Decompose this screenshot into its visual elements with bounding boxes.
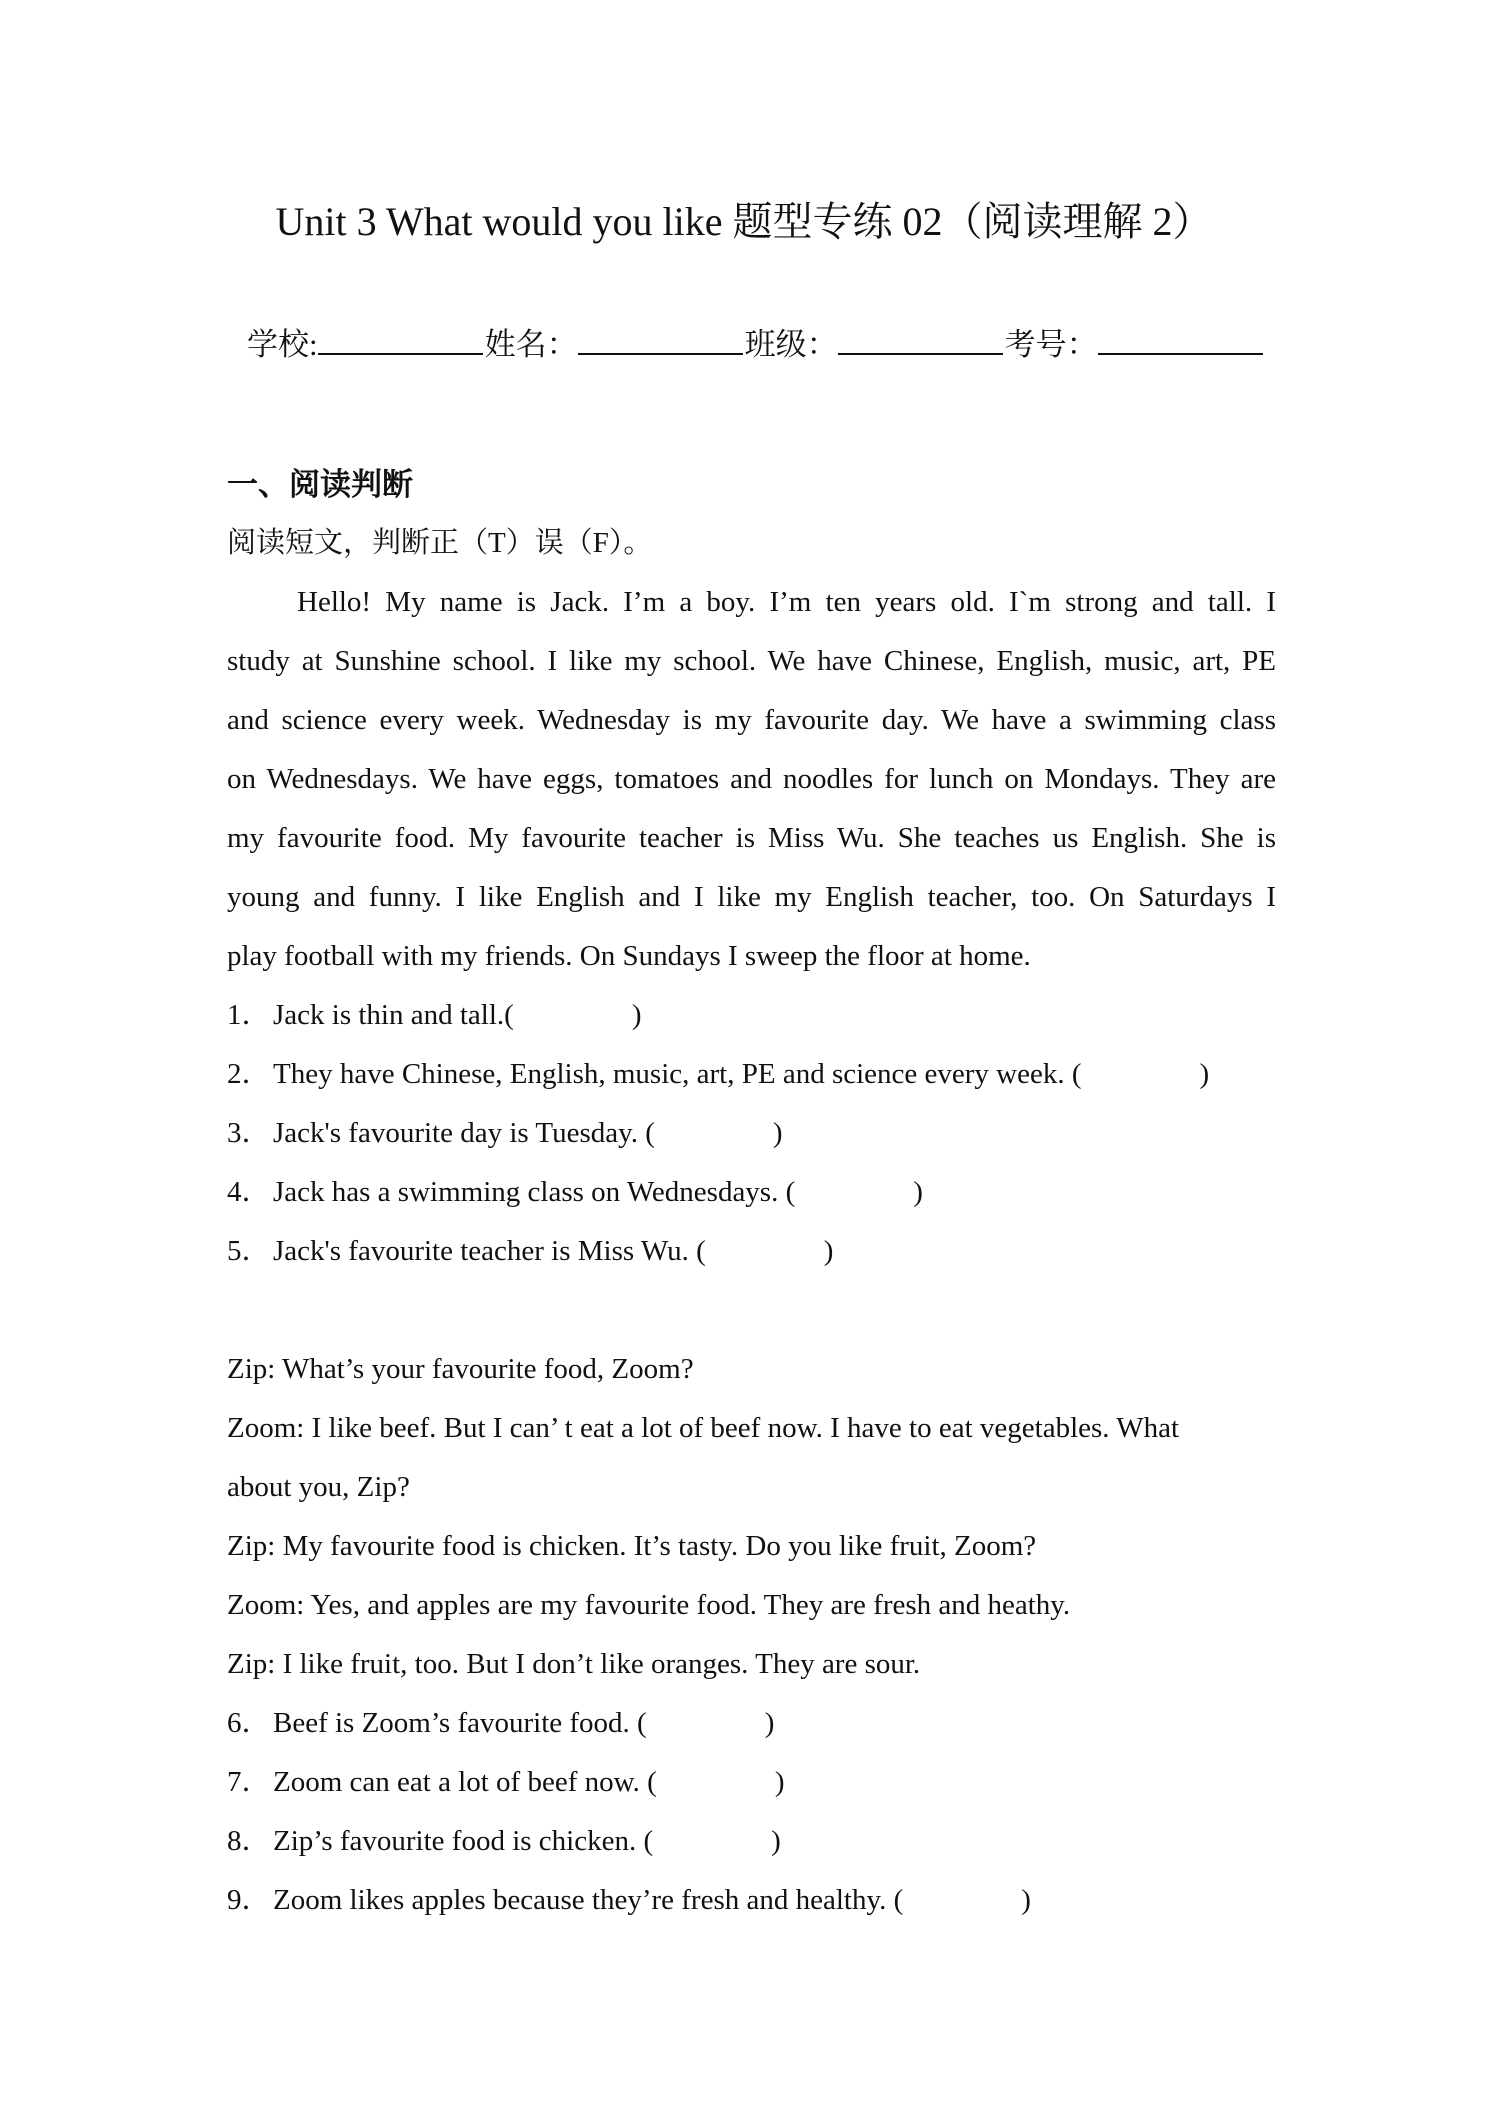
question-number: 7． bbox=[227, 1766, 271, 1798]
page-title: Unit 3 What would you like 题型专练 02（阅读理解 2） bbox=[275, 199, 1213, 244]
close-paren: ) bbox=[913, 1176, 923, 1208]
question-2 bbox=[227, 1045, 1276, 1104]
question-7 bbox=[227, 1753, 1276, 1812]
spacer bbox=[227, 1281, 1276, 1340]
dialogue-line: Zip: I like fruit, too. But I don’t like oranges. They are sour. bbox=[227, 1648, 921, 1680]
question-number: 5． bbox=[227, 1235, 271, 1267]
question-number: 6． bbox=[227, 1707, 271, 1739]
question-number: 2． bbox=[227, 1058, 271, 1090]
student-info-row bbox=[247, 322, 1265, 368]
close-paren: ) bbox=[823, 1235, 834, 1267]
question-5 bbox=[227, 1222, 1276, 1281]
name-blank[interactable] bbox=[578, 323, 743, 355]
close-paren: ) bbox=[764, 1707, 775, 1739]
dialogue-line: Zoom: I like beef. But I can’ t eat a lot of beef now. I have to eat vegetables. What bbox=[227, 1412, 1180, 1444]
passage1-line: Hello! My name is Jack. I’m a boy. I’m ten years old. I`m strong and tall. I bbox=[297, 586, 1276, 618]
question-text: Jack is thin and tall.( bbox=[273, 999, 514, 1031]
question-4 bbox=[227, 1163, 1276, 1222]
question-text: Zoom likes apples because they’re fresh and healthy. ( bbox=[273, 1884, 904, 1916]
school-label: 学校: bbox=[247, 327, 318, 362]
exam-number-blank[interactable] bbox=[1098, 323, 1263, 355]
question-text: Beef is Zoom’s favourite food. ( bbox=[273, 1707, 647, 1739]
passage1-line: play football with my friends. On Sundays I sweep the floor at home. bbox=[227, 940, 1031, 972]
dialogue-line: about you, Zip? bbox=[227, 1471, 410, 1503]
question-text: Jack's favourite teacher is Miss Wu. ( bbox=[273, 1235, 706, 1267]
school-blank[interactable] bbox=[318, 323, 483, 355]
close-paren: ) bbox=[771, 1825, 781, 1857]
question-text: They have Chinese, English, music, art, PE and science every week. ( bbox=[273, 1058, 1082, 1090]
question-text: Zip’s favourite food is chicken. ( bbox=[273, 1825, 654, 1857]
question-number: 1． bbox=[227, 999, 271, 1031]
class-blank[interactable] bbox=[838, 323, 1003, 355]
passage1-line: study at Sunshine school. I like my school. We have Chinese, English, music, art, PE bbox=[227, 645, 1276, 677]
dialogue-line: Zip: What’s your favourite food, Zoom? bbox=[227, 1353, 694, 1385]
passage1-line: young and funny. I like English and I like my English teacher, too. On Saturdays I bbox=[227, 881, 1276, 913]
dialogue-line: Zip: My favourite food is chicken. It’s tasty. Do you like fruit, Zoom? bbox=[227, 1530, 1037, 1562]
dialogue-line: Zoom: Yes, and apples are my favourite food. They are fresh and heathy. bbox=[227, 1589, 1071, 1621]
question-text: Jack's favourite day is Tuesday. ( bbox=[273, 1117, 655, 1149]
question-6 bbox=[227, 1694, 1276, 1753]
close-paren: ) bbox=[772, 1117, 783, 1149]
passage1-line: my favourite food. My favourite teacher is Miss Wu. She teaches us English. She is bbox=[227, 822, 1276, 854]
section-title: 一、阅读判断 bbox=[227, 467, 413, 502]
passage1-line: and science every week. Wednesday is my favourite day. We have a swimming class bbox=[227, 704, 1276, 736]
question-number: 8． bbox=[227, 1825, 271, 1857]
name-label: 姓名： bbox=[484, 327, 578, 362]
passage1-line: on Wednesdays. We have eggs, tomatoes and noodles for lunch on Mondays. They are bbox=[227, 763, 1276, 795]
close-paren: ) bbox=[631, 999, 642, 1031]
question-3 bbox=[227, 1104, 1276, 1163]
question-text: Jack has a swimming class on Wednesdays. ( bbox=[273, 1176, 796, 1208]
close-paren: ) bbox=[1199, 1058, 1210, 1090]
instruction: 阅读短文，判断正（T）误（F）。 bbox=[227, 527, 653, 559]
close-paren: ) bbox=[774, 1766, 785, 1798]
question-number: 4． bbox=[227, 1176, 271, 1208]
question-number: 3． bbox=[227, 1117, 271, 1149]
question-text: Zoom can eat a lot of beef now. ( bbox=[273, 1766, 657, 1798]
main-content bbox=[227, 455, 1276, 1930]
question-9 bbox=[227, 1871, 1276, 1930]
question-8 bbox=[227, 1812, 1276, 1871]
class-label: 班级： bbox=[744, 327, 838, 362]
question-1 bbox=[227, 986, 1276, 1045]
exam-number-label: 考号： bbox=[1004, 327, 1098, 362]
close-paren: ) bbox=[1021, 1884, 1031, 1916]
question-number: 9． bbox=[227, 1884, 271, 1916]
